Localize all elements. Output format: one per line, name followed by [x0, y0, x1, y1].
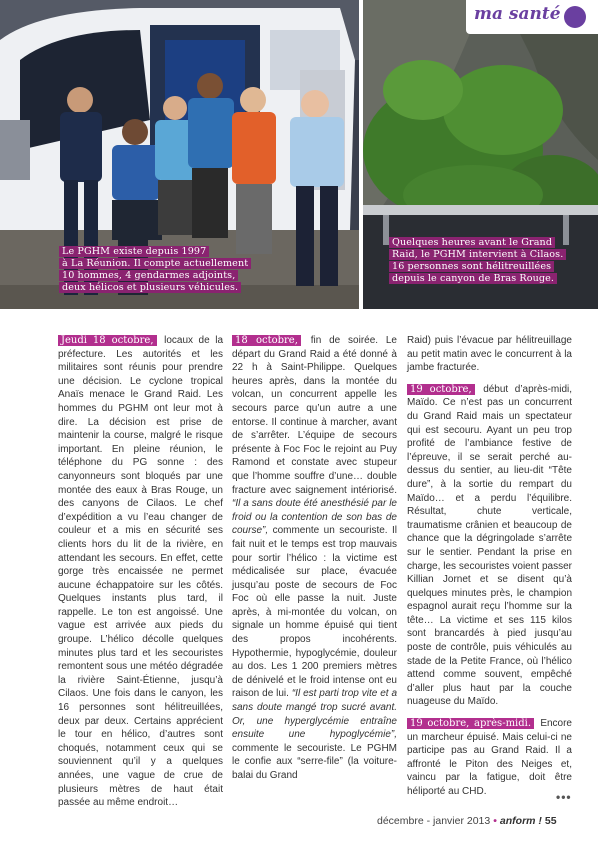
paragraph-text: fin de soirée. Le départ du Grand Raid a été donné à 22 h à Saint-Philippe. Quelques heures après, dans la montée du volcan, un concurrent appelle les secours parce qu’un autre a une entorse. Il continue à marcher, avant de s’arrêter. L’équipe de secours présente à Foc Foc le rejoint au Puy Ramond et constate avec stupeur que l’homme souffre d’une… double fracture avec saignement intériorisé. — [232, 335, 397, 496]
paragraph — [407, 383, 572, 709]
paragraph — [232, 334, 397, 783]
caption-right-line: depuis le canyon de Bras Rouge. — [389, 273, 589, 285]
section-dot-icon — [564, 6, 586, 28]
caption-right-line: Quelques heures avant le Grand — [389, 237, 589, 249]
date-tag: 19 octobre, — [407, 384, 475, 395]
paragraph-text: Encore un marcheur épuisé. Mais celui-ci ne participe pas au Grand Raid. Il a affronté le Piton des Neiges et, vaincu par la fatigue, doit être héliporté au CHD. — [407, 718, 572, 797]
issue-date: décembre - janvier 2013 — [377, 815, 491, 827]
caption-left-line: 10 hommes, 4 gendarmes adjoints, — [59, 270, 299, 282]
photo-caption-right — [389, 237, 589, 285]
page-number: 55 — [544, 815, 557, 827]
date-tag: Jeudi 18 octobre, — [58, 335, 157, 346]
photo-caption-left — [59, 246, 299, 294]
caption-left-line: deux hélicos et plusieurs véhicules. — [59, 282, 299, 294]
paragraph — [58, 334, 223, 810]
paragraph-text: début d’après-midi, Maïdo. Ce n’est pas un concurrent du Grand Raid mais un spectateur qui est secouru. Ayant un peu trop profité de l’ambiance festive de l’épreuve, il se serait perché au-dessus du sentier, au lieu-dit “Tête dure”, à la sortie du rempart du Maïdo… et a perdu l’équilibre. Résultat, chute verticale, traumatisme crânien et beaucoup de chance que la dégringolade s’arrête sur le sentier. Pendant la prise en charge, les secouristes voient passer Killian Jornet et se disent qu’à quelques minutes près, le champion espagnol aurait reçu l’homme sur la tête… La victime et ses 115 kilos sont brancardés à pied jusqu’au poste de contrôle, puis véhiculés au stade de la Petite France, où l’hélico attend comme souvent, empêché d’aller plus haut par la couche nuageuse du Maïdo. — [407, 383, 573, 708]
paragraph-text: commente le secouriste. Le PGHM le confie aux “serre-file” (la voiture-balai du Grand — [232, 742, 397, 781]
caption-left-line: Le PGHM existe depuis 1997 — [59, 246, 299, 258]
section-title: ma santé — [474, 4, 561, 24]
section-header — [466, 0, 598, 34]
page-footer — [377, 815, 557, 827]
paragraph — [407, 334, 572, 375]
paragraph-text: locaux de la préfecture. Les autorités et les militaires sont réunis pour prendre une décision. Le cyclone tropical Anaïs menace le Grand Raid. Les hommes du PGHM ont leur mot à dire. La décision est prise de maintenir la course, malgré le risque important. En pleine réunion, le téléphone du PG sonne : des canyonneurs sont bloqués par une montée des eaux à Bras Rouge, un des canyons de Cilaos. Le chef d’expédition a vu l’eau changer de couleur et a mis en sécurité ses clients hors du lit de la rivière, en attendant les secours. En effet, cette gorge très encaissée ne permet aucune échappatoire sur les côtés. Quelques instants plus tard, il rappelle. Le ton est angoissé. Une vague est arrivée aux pieds du groupe. L’hélico décolle quelques minutes plus tard et les secouristes remontent sous une météo dégradée la rivière Saint-Étienne, jusqu’à Cilaos. Une fois dans le canyon, les 16 personnes sont hélitreuillées, deux par deux. Certains apprécient le tour en hélico, d’autres sont choqués, notamment ceux qui se souviennent qu’il y a quelques années, une vague de crue de plusieurs mètres de haut était passée au même endroit… — [58, 335, 224, 809]
quote-text: “Il a sans doute été anesthésié par le froid ou la contention de son bas de course”, — [232, 498, 397, 537]
paragraph-text: commente un secouriste. Il fait nuit et le temps est trop mauvais pour sortir l’hélico : la victime est médicalisée sur place, évacuée jusqu’au poste de secours de Foc Foc où elle passe la nuit. Juste après, à mi-montée du volcan, on signale un homme épuisé qui tient des propos incohérents. Hypothermie, hypoglycémie, douleur au dos. Les 1 200 premiers mètres de dénivelé et le froid intense ont eu raison de lui. — [232, 525, 398, 700]
date-tag: 18 octobre, — [232, 335, 301, 346]
caption-right-line: Raid, le PGHM intervient à Cilaos. — [389, 249, 589, 261]
footer-separator: • — [493, 815, 497, 827]
article-column-3 — [407, 334, 572, 799]
magazine-name: anform ! — [499, 815, 542, 827]
paragraph — [407, 717, 572, 799]
paragraph-text: Raid) puis l’évacue par hélitreuillage au petit matin avec le concurrent à la jambe fracturée. — [407, 335, 572, 374]
date-tag: 19 octobre, après-midi. — [407, 718, 534, 729]
article-column-2 — [232, 334, 397, 783]
quote-text: “Il est parti trop vite et a sans doute mangé trop sucré avant. Or, une hyperglycémie entraîne ensuite une hypoglycémie”, — [232, 688, 398, 741]
caption-left-line: à La Réunion. Il compte actuellement — [59, 258, 299, 270]
caption-right-line: 16 personnes sont hélitreuillées — [389, 261, 589, 273]
continuation-marker: ••• — [556, 790, 572, 804]
article-column-1 — [58, 334, 223, 810]
